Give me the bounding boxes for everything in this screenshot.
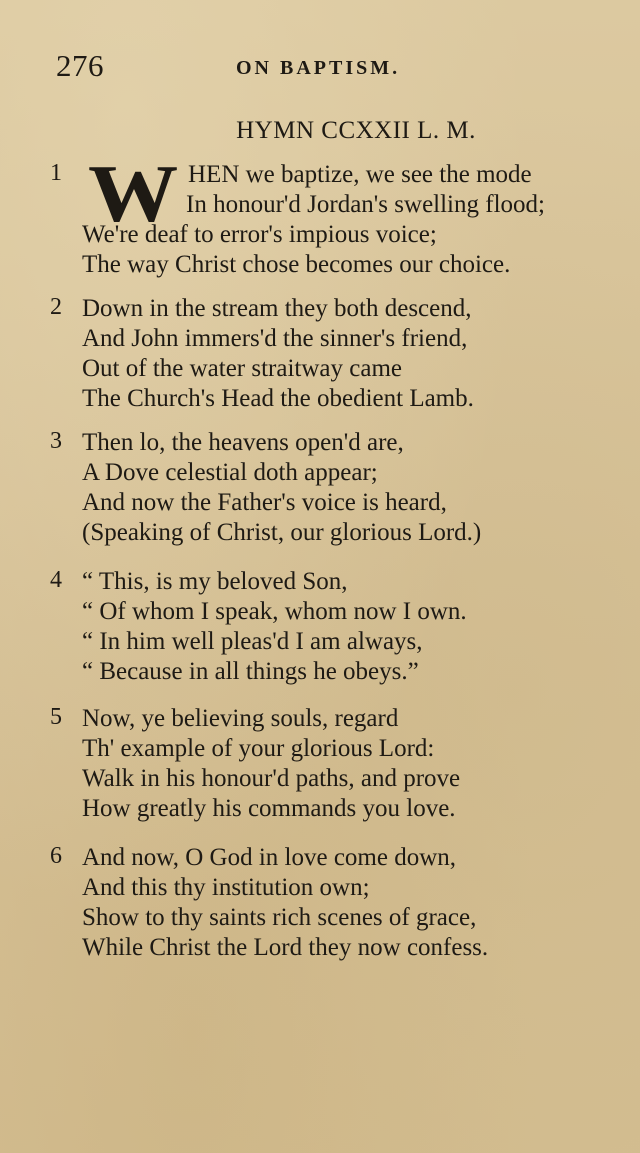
verse-line: Then lo, the heavens open'd are,	[82, 429, 404, 456]
verse-line: Now, ye believing souls, regard	[82, 705, 399, 732]
verse-line: And now, O God in love come down,	[82, 844, 457, 871]
stanza-6	[50, 843, 620, 963]
verse-line: “ Because in all things he obeys.”	[82, 658, 419, 685]
verse-line: Out of the water straitway came	[82, 355, 403, 382]
stanza-number: 1	[50, 160, 62, 186]
verse-line: We're deaf to error's impious voice;	[82, 221, 437, 248]
verse-line: “ In him well pleas'd I am always,	[82, 628, 423, 655]
verse-line: HEN we baptize, we see the mode	[188, 161, 532, 188]
verse-line: Show to thy saints rich scenes of grace,	[82, 904, 477, 931]
verse-line: The way Christ chose becomes our choice.	[82, 251, 511, 278]
stanza-5	[50, 704, 620, 824]
verse-line: Walk in his honour'd paths, and prove	[82, 765, 461, 792]
stanza-3	[50, 428, 620, 548]
verse-line: And this thy institution own;	[82, 874, 370, 901]
stanza-number: 6	[50, 843, 62, 869]
drop-cap: W	[88, 148, 179, 239]
verse-line: Down in the stream they both descend,	[82, 295, 472, 322]
stanza-1	[50, 148, 620, 280]
page-number: 276	[56, 48, 104, 83]
stanza-number: 4	[50, 567, 62, 593]
verse-line: While Christ the Lord they now confess.	[82, 934, 489, 961]
stanza-number: 5	[50, 704, 62, 730]
stanza-number: 3	[50, 428, 62, 454]
verse-line: How greatly his commands you love.	[82, 795, 456, 822]
verse-line: And John immers'd the sinner's friend,	[82, 325, 468, 352]
stanza-2	[50, 294, 620, 414]
hymn-title: HYMN CCXXII L. M.	[236, 117, 476, 144]
stanza-4	[50, 567, 620, 687]
verse-line: “ This, is my beloved Son,	[82, 568, 348, 595]
section-title: ON BAPTISM.	[236, 57, 401, 79]
verse-line: In honour'd Jordan's swelling flood;	[186, 191, 545, 218]
stanza-number: 2	[50, 294, 62, 320]
verse-line: (Speaking of Christ, our glorious Lord.)	[82, 519, 482, 546]
running-head	[56, 48, 616, 88]
verse-line: The Church's Head the obedient Lamb.	[82, 385, 474, 412]
verse-line: Th' example of your glorious Lord:	[82, 735, 435, 762]
verse-line: “ Of whom I speak, whom now I own.	[82, 598, 467, 625]
verse-line: A Dove celestial doth appear;	[82, 459, 378, 486]
verse-line: And now the Father's voice is heard,	[82, 489, 447, 516]
